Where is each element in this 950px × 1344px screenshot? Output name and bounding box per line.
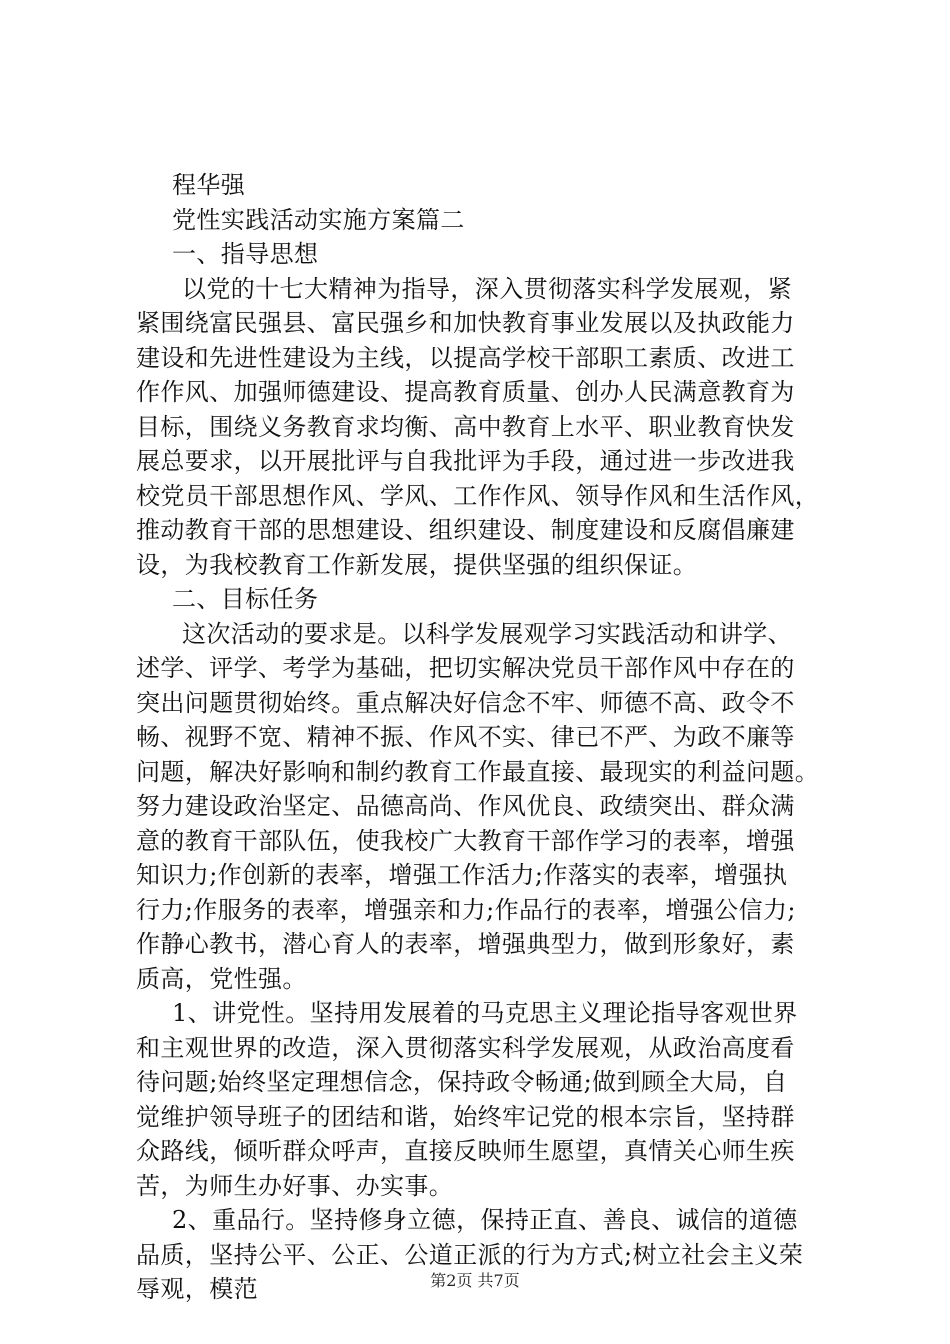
text-line: 作作风、加强师德建设、提高教育质量、创办人民满意教育为 — [136, 378, 795, 406]
text-line: 一、指导思想 — [172, 240, 319, 268]
text-line: 众路线，倾听群众呼声，直接反映师生愿望，真情关心师生疾 — [136, 1137, 795, 1165]
text-line: 推动教育干部的思想建设、组织建设、制度建设和反腐倡廉建 — [136, 516, 795, 544]
text-line: 这次活动的要求是。以科学发展观学习实践活动和讲学、 — [182, 619, 792, 648]
text-line: 二、目标任务 — [172, 585, 319, 613]
text-line: 程华强 — [172, 171, 246, 199]
text-line: 设，为我校教育工作新发展，提供坚强的组织保证。 — [136, 550, 698, 579]
text-line: 建设和先进性建设为主线，以提高学校干部职工素质、改进工 — [136, 343, 795, 372]
text-line: 展总要求，以开展批评与自我批评为手段，通过进一步改进我 — [136, 447, 795, 475]
text-line: 述学、评学、考学为基础，把切实解决党员干部作风中存在的 — [136, 654, 795, 682]
text-line: 觉维护领导班子的团结和谐，始终牢记党的根本宗旨，坚持群 — [136, 1102, 795, 1131]
text-line: 作静心教书，潜心育人的表率，增强典型力，做到形象好，素 — [136, 930, 795, 958]
text-line: 苦，为师生办好事、办实事。 — [136, 1171, 454, 1200]
document-body — [136, 168, 836, 1307]
text-line: 知识力;作创新的表率，增强工作活力;作落实的表率，增强执 — [136, 861, 788, 889]
text-line: 质高，党性强。 — [136, 964, 307, 993]
text-line: 党性实践活动实施方案篇二 — [172, 205, 465, 234]
text-line: 紧围绕富民强县、富民强乡和加快教育事业发展以及执政能力 — [136, 309, 795, 337]
text-line: 意的教育干部队伍，使我校广大教育干部作学习的表率，增强 — [136, 826, 795, 855]
text-line: 目标，围绕义务教育求均衡、高中教育上水平、职业教育快发 — [136, 412, 795, 441]
text-line: 辱观，模范 — [136, 1275, 258, 1303]
text-line: 以党的十七大精神为指导，深入贯彻落实科学发展观，紧 — [182, 274, 792, 303]
page-footer: 第2页 共7页 — [430, 1271, 520, 1290]
text-line: 校党员干部思想作风、学风、工作作风、领导作风和生活作风， — [136, 481, 820, 510]
text-line: 2、重品行。坚持修身立德，保持正直、善良、诚信的道德 — [172, 1206, 798, 1234]
text-line: 努力建设政治坚定、品德高尚、作风优良、政绩突出、群众满 — [136, 792, 795, 820]
text-line: 问题，解决好影响和制约教育工作最直接、最现实的利益问题。 — [136, 757, 820, 786]
text-line: 1、讲党性。坚持用发展着的马克思主义理论指导客观世界 — [172, 999, 798, 1027]
text-line: 待问题;始终坚定理想信念，保持政令畅通;做到顾全大局，自 — [136, 1068, 788, 1096]
text-line: 行力;作服务的表率，增强亲和力;作品行的表率，增强公信力; — [136, 895, 796, 924]
text-line: 突出问题贯彻始终。重点解决好信念不牢、师德不高、政令不 — [136, 688, 795, 717]
text-line: 畅、视野不宽、精神不振、作风不实、律已不严、为政不廉等 — [136, 723, 795, 751]
text-line: 品质，坚持公平、公正、公道正派的行为方式;树立社会主义荣 — [136, 1240, 804, 1269]
text-line: 和主观世界的改造，深入贯彻落实科学发展观，从政治高度看 — [136, 1033, 795, 1062]
